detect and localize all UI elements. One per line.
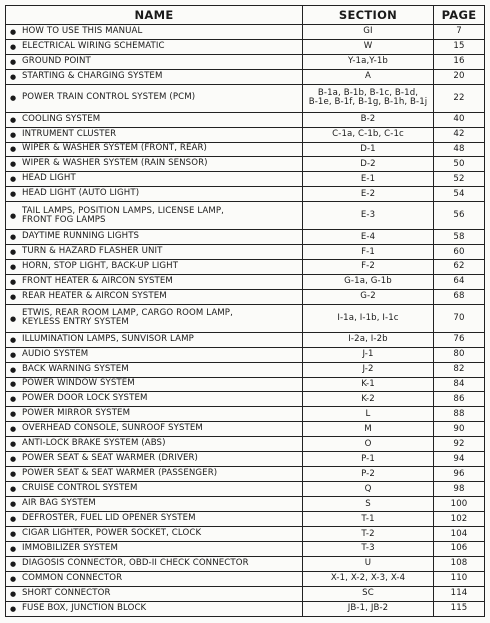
- section-cell: [303, 452, 434, 467]
- bullet-icon: ●: [10, 440, 17, 449]
- name-column-header: NAME: [6, 6, 303, 25]
- entry-name: FRONT HEATER & AIRCON SYSTEM: [22, 275, 173, 286]
- table-row: [6, 377, 485, 392]
- entry-name: BACK WARNING SYSTEM: [22, 363, 129, 374]
- bullet-icon: ●: [10, 57, 17, 66]
- bullet-icon: ●: [10, 212, 17, 221]
- entry-name-cell: [6, 541, 303, 556]
- table-row: [6, 25, 485, 40]
- entry-name-cell: [6, 422, 303, 437]
- table-row: [6, 69, 485, 84]
- page-number-cell: 80: [434, 347, 485, 362]
- table-row: [6, 527, 485, 542]
- page-number-cell: 114: [434, 586, 485, 601]
- bullet-icon: ●: [10, 248, 17, 257]
- page-number-cell: 100: [434, 497, 485, 512]
- entry-name-cell: [6, 377, 303, 392]
- section-cell: [303, 157, 434, 172]
- header-row: [6, 6, 485, 25]
- bullet-icon: ●: [10, 455, 17, 464]
- section-cell: [303, 274, 434, 289]
- entry-name-cell: [6, 25, 303, 40]
- entry-name-cell: [6, 601, 303, 616]
- entry-name-cell: [6, 187, 303, 202]
- page-number-cell: 50: [434, 157, 485, 172]
- section-cell: [303, 142, 434, 157]
- entry-name-cell: [6, 260, 303, 275]
- section-column-header: SECTION: [303, 6, 434, 25]
- bullet-icon: ●: [10, 559, 17, 568]
- section-code: X-1, X-2, X-3, X-4: [330, 573, 406, 584]
- section-cell: [303, 347, 434, 362]
- section-code: K-2: [361, 393, 375, 404]
- table-row: [6, 467, 485, 482]
- entry-name: IMMOBILIZER SYSTEM: [22, 542, 118, 553]
- entry-name-cell: [6, 112, 303, 127]
- entry-name-cell: [6, 289, 303, 304]
- entry-name-cell: [6, 39, 303, 54]
- page-number-cell: 108: [434, 556, 485, 571]
- table-row: [6, 586, 485, 601]
- bullet-icon: ●: [10, 292, 17, 301]
- bullet-icon: ●: [10, 335, 17, 344]
- page-number-cell: 42: [434, 127, 485, 142]
- entry-name-cell: [6, 230, 303, 245]
- section-code: K-1: [361, 378, 375, 389]
- entry-name-cell: [6, 157, 303, 172]
- table-row: [6, 347, 485, 362]
- section-code: P-1: [361, 453, 375, 464]
- page-number-cell: 110: [434, 571, 485, 586]
- entry-name: WIPER & WASHER SYSTEM (RAIN SENSOR): [22, 158, 208, 169]
- entry-name-cell: [6, 69, 303, 84]
- section-code: M: [364, 423, 372, 434]
- table-row: [6, 556, 485, 571]
- bullet-icon: ●: [10, 160, 17, 169]
- bullet-icon: ●: [10, 233, 17, 242]
- bullet-icon: ●: [10, 277, 17, 286]
- entry-name-cell: [6, 467, 303, 482]
- table-row: [6, 332, 485, 347]
- bullet-icon: ●: [10, 544, 17, 553]
- page-number-cell: 115: [434, 601, 485, 616]
- entry-name-cell: [6, 362, 303, 377]
- table-row: [6, 187, 485, 202]
- section-code: F-2: [361, 261, 375, 272]
- index-rows: [6, 25, 485, 617]
- entry-name-cell: [6, 407, 303, 422]
- section-code: Y-1a,Y-1b: [348, 56, 388, 67]
- section-cell: [303, 304, 434, 332]
- section-cell: [303, 127, 434, 142]
- section-code: E-3: [360, 210, 376, 221]
- section-code: O: [364, 438, 372, 449]
- bullet-icon: ●: [10, 500, 17, 509]
- section-code: B-2: [360, 114, 376, 125]
- table-row: [6, 407, 485, 422]
- entry-name: INTRUMENT CLUSTER: [22, 128, 117, 139]
- section-cell: [303, 230, 434, 245]
- entry-name: HORN, STOP LIGHT, BACK-UP LIGHT: [22, 260, 179, 271]
- table-row: [6, 571, 485, 586]
- entry-name-cell: [6, 127, 303, 142]
- entry-name-cell: [6, 347, 303, 362]
- entry-name: AUDIO SYSTEM: [22, 348, 89, 359]
- entry-name: DEFROSTER, FUEL LID OPENER SYSTEM: [22, 513, 196, 524]
- entry-name: POWER TRAIN CONTROL SYSTEM (PCM): [22, 92, 196, 103]
- section-code: L: [365, 408, 371, 419]
- section-cell: [303, 527, 434, 542]
- entry-name: DIAGOSIS CONNECTOR, OBD-II CHECK CONNECTOR: [22, 557, 249, 568]
- section-cell: [303, 497, 434, 512]
- entry-name-cell: [6, 437, 303, 452]
- section-cell: [303, 54, 434, 69]
- entry-name: COOLING SYSTEM: [22, 113, 101, 124]
- bullet-icon: ●: [10, 94, 17, 103]
- entry-name-cell: [6, 527, 303, 542]
- section-code: B-1e, B-1f, B-1g, B-1h, B-1j: [308, 97, 428, 108]
- index-table: [5, 5, 485, 617]
- bullet-icon: ●: [10, 115, 17, 124]
- section-code: D-1: [360, 143, 376, 154]
- page-number-cell: 82: [434, 362, 485, 377]
- table-row: [6, 541, 485, 556]
- page-number-cell: 56: [434, 202, 485, 230]
- table-row: [6, 84, 485, 112]
- page-number-cell: 40: [434, 112, 485, 127]
- table-row: [6, 422, 485, 437]
- section-cell: [303, 601, 434, 616]
- entry-name: COMMON CONNECTOR: [22, 572, 123, 583]
- page-number-cell: 22: [434, 84, 485, 112]
- page-number-cell: 54: [434, 187, 485, 202]
- page-number-cell: 88: [434, 407, 485, 422]
- section-cell: [303, 422, 434, 437]
- entry-name: KEYLESS ENTRY SYSTEM: [22, 317, 129, 328]
- bullet-icon: ●: [10, 589, 17, 598]
- bullet-icon: ●: [10, 130, 17, 139]
- section-code: F-1: [361, 246, 375, 257]
- page-number-cell: 7: [434, 25, 485, 40]
- bullet-icon: ●: [10, 365, 17, 374]
- bullet-icon: ●: [10, 350, 17, 359]
- table-row: [6, 362, 485, 377]
- section-code: JB-1, JB-2: [347, 603, 389, 614]
- section-code: J-1: [362, 349, 374, 360]
- bullet-icon: ●: [10, 380, 17, 389]
- page-number-cell: 104: [434, 527, 485, 542]
- entry-name: POWER MIRROR SYSTEM: [22, 408, 131, 419]
- entry-name-cell: [6, 586, 303, 601]
- section-cell: [303, 482, 434, 497]
- table-row: [6, 157, 485, 172]
- page-number-cell: 92: [434, 437, 485, 452]
- entry-name: TURN & HAZARD FLASHER UNIT: [22, 246, 163, 256]
- section-code: T-2: [361, 528, 375, 539]
- page-number-cell: 94: [434, 452, 485, 467]
- section-cell: [303, 25, 434, 40]
- section-code: T-3: [361, 543, 375, 554]
- entry-name: ELECTRICAL WIRING SCHEMATIC: [22, 40, 165, 51]
- table-row: [6, 289, 485, 304]
- table-row: [6, 601, 485, 616]
- entry-name: STARTING & CHARGING SYSTEM: [22, 70, 163, 81]
- section-code: B-1a, B-1b, B-1c, B-1d,: [317, 88, 419, 99]
- entry-name: OVERHEAD CONSOLE, SUNROOF SYSTEM: [22, 423, 203, 434]
- section-code: E-1: [360, 173, 376, 184]
- entry-name: REAR HEATER & AIRCON SYSTEM: [22, 290, 167, 301]
- entry-name: POWER SEAT & SEAT WARMER (PASSENGER): [22, 468, 218, 479]
- section-cell: [303, 69, 434, 84]
- entry-name: ILLUMINATION LAMPS, SUNVISOR LAMP: [22, 333, 194, 344]
- table-row: [6, 230, 485, 245]
- entry-name-cell: [6, 84, 303, 112]
- section-cell: [303, 437, 434, 452]
- section-cell: [303, 245, 434, 260]
- entry-name: AIR BAG SYSTEM: [22, 498, 96, 509]
- bullet-icon: ●: [10, 145, 17, 154]
- section-cell: [303, 187, 434, 202]
- entry-name: TAIL LAMPS, POSITION LAMPS, LICENSE LAMP,: [22, 205, 225, 216]
- bullet-icon: ●: [10, 314, 17, 323]
- entry-name-cell: [6, 245, 303, 260]
- page-number-cell: 20: [434, 69, 485, 84]
- entry-name-cell: [6, 482, 303, 497]
- entry-name-cell: [6, 497, 303, 512]
- section-cell: [303, 467, 434, 482]
- section-code: J-2: [362, 364, 374, 375]
- section-code: E-4: [360, 231, 376, 242]
- entry-name: FRONT FOG LAMPS: [22, 214, 106, 225]
- section-cell: [303, 260, 434, 275]
- entry-name: CRUISE CONTROL SYSTEM: [22, 483, 138, 494]
- bullet-icon: ●: [10, 410, 17, 419]
- bullet-icon: ●: [10, 262, 17, 271]
- bullet-icon: ●: [10, 470, 17, 479]
- section-cell: [303, 556, 434, 571]
- section-code: I-1a, I-1b, I-1c: [337, 312, 399, 323]
- entry-name: WIPER & WASHER SYSTEM (FRONT, REAR): [22, 143, 207, 154]
- entry-name: ETWIS, REAR ROOM LAMP, CARGO ROOM LAMP,: [22, 308, 233, 319]
- entry-name: DAYTIME RUNNING LIGHTS: [22, 231, 140, 242]
- section-cell: [303, 332, 434, 347]
- entry-name-cell: [6, 452, 303, 467]
- entry-name-cell: [6, 304, 303, 332]
- bullet-icon: ●: [10, 515, 17, 524]
- page-number-cell: 64: [434, 274, 485, 289]
- section-code: D-2: [360, 158, 376, 169]
- page-number-cell: 96: [434, 467, 485, 482]
- table-row: [6, 112, 485, 127]
- table-row: [6, 54, 485, 69]
- entry-name: GROUND POINT: [22, 55, 91, 66]
- table-row: [6, 274, 485, 289]
- section-code: P-2: [361, 468, 375, 479]
- table-row: [6, 260, 485, 275]
- section-code: GI: [363, 26, 373, 37]
- bullet-icon: ●: [10, 190, 17, 199]
- section-code: S: [365, 498, 371, 509]
- section-cell: [303, 586, 434, 601]
- bullet-icon: ●: [10, 27, 17, 36]
- section-cell: [303, 512, 434, 527]
- page-column-header: PAGE: [434, 6, 485, 25]
- table-row: [6, 127, 485, 142]
- entry-name: HOW TO USE THIS MANUAL: [22, 25, 143, 36]
- section-cell: [303, 377, 434, 392]
- page-number-cell: 48: [434, 142, 485, 157]
- entry-name-cell: [6, 571, 303, 586]
- entry-name-cell: [6, 54, 303, 69]
- entry-name: SHORT CONNECTOR: [22, 587, 111, 598]
- table-row: [6, 39, 485, 54]
- page-number-cell: 70: [434, 304, 485, 332]
- section-code: A: [365, 71, 371, 82]
- page-number-cell: 15: [434, 39, 485, 54]
- entry-name: FUSE BOX, JUNCTION BLOCK: [22, 602, 147, 613]
- page-number-cell: 58: [434, 230, 485, 245]
- page-number-cell: 98: [434, 482, 485, 497]
- entry-name-cell: [6, 556, 303, 571]
- page-number-cell: 76: [434, 332, 485, 347]
- bullet-icon: ●: [10, 395, 17, 404]
- section-cell: [303, 362, 434, 377]
- entry-name-cell: [6, 392, 303, 407]
- section-cell: [303, 541, 434, 556]
- page-number-cell: 84: [434, 377, 485, 392]
- page-number-cell: 52: [434, 172, 485, 187]
- section-code: E-2: [360, 188, 376, 199]
- entry-name-cell: [6, 332, 303, 347]
- entry-name: HEAD LIGHT: [22, 173, 76, 184]
- table-row: [6, 482, 485, 497]
- entry-name-cell: [6, 142, 303, 157]
- section-code: I-2a, I-2b: [348, 334, 388, 345]
- entry-name: HEAD LIGHT (AUTO LIGHT): [22, 188, 140, 199]
- section-cell: [303, 407, 434, 422]
- section-cell: [303, 172, 434, 187]
- table-row: [6, 437, 485, 452]
- bullet-icon: ●: [10, 604, 17, 613]
- section-cell: [303, 84, 434, 112]
- section-cell: [303, 289, 434, 304]
- section-code: U: [364, 558, 372, 569]
- entry-name-cell: [6, 202, 303, 230]
- table-row: [6, 497, 485, 512]
- entry-name: POWER SEAT & SEAT WARMER (DRIVER): [22, 453, 198, 464]
- bullet-icon: ●: [10, 485, 17, 494]
- bullet-icon: ●: [10, 175, 17, 184]
- table-row: [6, 512, 485, 527]
- page-number-cell: 68: [434, 289, 485, 304]
- bullet-icon: ●: [10, 425, 17, 434]
- section-cell: [303, 202, 434, 230]
- entry-name-cell: [6, 512, 303, 527]
- page-number-cell: 102: [434, 512, 485, 527]
- section-code: C-1a, C-1b, C-1c: [332, 129, 404, 140]
- page-number-cell: 86: [434, 392, 485, 407]
- section-cell: [303, 571, 434, 586]
- section-code: T-1: [361, 513, 375, 524]
- page-number-cell: 62: [434, 260, 485, 275]
- table-row: [6, 142, 485, 157]
- table-row: [6, 202, 485, 230]
- entry-name: ANTI-LOCK BRAKE SYSTEM (ABS): [22, 438, 166, 449]
- entry-name-cell: [6, 172, 303, 187]
- table-row: [6, 392, 485, 407]
- table-row: [6, 304, 485, 332]
- page-number-cell: 106: [434, 541, 485, 556]
- table-row: [6, 172, 485, 187]
- section-cell: [303, 39, 434, 54]
- table-row: [6, 452, 485, 467]
- bullet-icon: ●: [10, 72, 17, 81]
- page-number-cell: 16: [434, 54, 485, 69]
- entry-name: CIGAR LIGHTER, POWER SOCKET, CLOCK: [22, 527, 202, 538]
- section-cell: [303, 112, 434, 127]
- page-number-cell: 90: [434, 422, 485, 437]
- bullet-icon: ●: [10, 530, 17, 538]
- section-cell: [303, 392, 434, 407]
- section-code: Q: [364, 483, 372, 494]
- section-code: SC: [362, 588, 374, 599]
- table-row: [6, 245, 485, 260]
- bullet-icon: ●: [10, 574, 17, 583]
- entry-name: POWER WINDOW SYSTEM: [22, 378, 135, 389]
- page-number-cell: 60: [434, 245, 485, 260]
- section-code: G-1a, G-1b: [344, 276, 392, 287]
- section-code: W: [363, 41, 373, 52]
- bullet-icon: ●: [10, 42, 17, 51]
- entry-name-cell: [6, 274, 303, 289]
- section-code: G-2: [360, 291, 376, 302]
- entry-name: POWER DOOR LOCK SYSTEM: [22, 393, 148, 404]
